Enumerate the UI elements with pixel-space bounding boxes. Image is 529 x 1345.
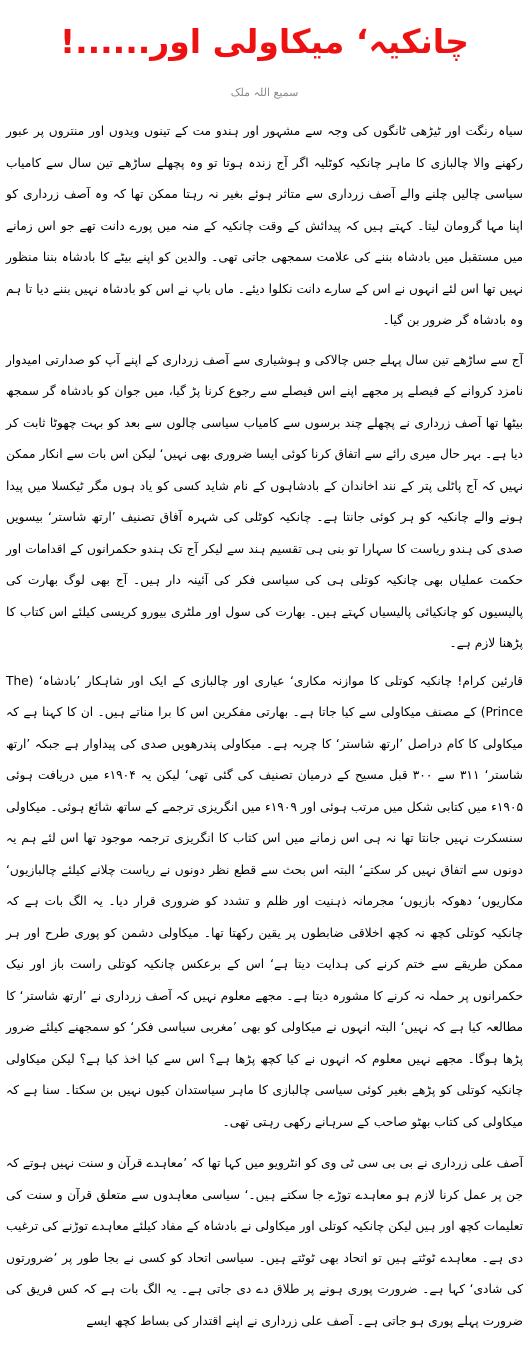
article-title: چانکیہ‘ میکاولی اور......! [60,22,469,61]
author-byline: سمیع اللہ ملک [230,86,299,99]
paragraph-1: سیاہ رنگت اور ٹیڑھی ٹانگوں کی وجہ سے مشہور اور ہندو مت کے تینوں ویدوں اور منتروں پر عبور رکھنے والا چالبازی کا ماہر چانکیہ کوٹلیہ اگر آج زندہ ہوتا تو وہ پچھلے ساڑھے تین سال سے کامیاب سیاسی چالیں چلنے والے آصف زرداری سے متاثر ہوئے بغیر نہ رہتا ممکن تھا کہ وہ آصف زرداری کو اپنا مہا گرومان لیتا۔ کہتے ہیں کہ پیدائش کے وقت چانکیہ کے منہ میں پورے دانت تھے جو اس زمانے میں مستقبل میں بادشاہ بننے کی علامت سمجھی جاتی تھی۔ والدین کو اپنے بیٹے کا بادشاہ بننا منظور نہیں تھا اس لئے انہوں نے اس کے سارے دانت نکلوا دیئے۔ ماں باپ نے اس کو بادشاہ نہیں بننے دیا تا ہم وہ بادشاہ گر ضرور بن گیا۔ [6,124,523,327]
paragraph-2: آج سے ساڑھے تین سال پہلے جس چالاکی و ہوشیاری سے آصف زرداری کے اپنے آپ کو صدارتی امیدوار نامزد کروانے کے فیصلے پر مجھے اپنے اس فیصلے سے رجوع کرنا پڑ گیا، میں جوان کو بادشاہ گر سمجھ بیٹھا تھا آصف زرداری نے پچھلے چند برسوں سے کامیاب سیاسی چالوں سے بعد کو بہت چھوٹا ثابت کر دیا ہے۔ بہر حال میری رائے سے اتفاق کرنا کوئی ایسا ضروری بھی نہیں‘ لیکن اس بات سے انکار ممکن نہیں کہ آج پاٹلی پتر کے نند اخاندان کے بادشاہوں کے نام شاید کسی کو یاد ہوں مگر ٹیکسلا میں پیدا ہونے والے چانکیہ کو ہر کوئی جانتا ہے۔ چانکیہ کوٹلی کی شہرہ آفاق تصنیف ’ارتھ شاستر‘ بیسویں صدی کی ہندو ریاست کا سہارا تو بنی ہی تقسیم ہند سے لیکر آج تک ہندو حکمرانوں کے اقدامات اور حکمت عملیاں بھی چانکیہ کوتلی ہی کی سیاسی فکر کی آئینہ دار ہیں۔ آج بھی لوگ بھارت کی پالیسیوں کو چانکیائی پالیسیاں کہتے ہیں۔ بھارت کی سول اور ملٹری بیورو کریسی کیلئے اس کتاب کا پڑھنا لازم ہے۔ [6,352,523,650]
article-body [6,116,523,1345]
paragraph-4: آصف علی زرداری نے بی بی سی ٹی وی کو انٹرویو میں کہا تھا کہ ’معاہدے قرآن و سنت نہیں ہوتے کہ جن پر عمل کرنا لازم ہو معاہدے توڑے جا سکتے ہیں۔‘ سیاسی معاہدوں سے متعلق قرآن و سنت کی تعلیمات کچھ اور ہیں لیکن چانکیہ کوتلی اور میکاولی نے بادشاہ کے مفاد کیلئے معاہدے توڑنے کی ترغیب دی ہے۔ معاہدے ٹوٹتے ہیں تو اتحاد بھی ٹوٹتے ہیں۔ سیاسی اتحاد کو کسی نے بجا طور پر ’ضرورتوں کی شادی‘ کہا ہے۔ ضرورت پوری ہونے پر طلاق دے دی جاتی ہے۔ یہ الگ بات ہے کہ کس فریق کی ضرورت پہلے پوری ہو جاتی ہے۔ آصف علی زرداری نے اپنے اقتدار کی بساط کچھ ایسے [6,1156,523,1328]
paragraph-3: قارئین کرام! چانکیہ کوتلی کا موازنہ مکاری‘ عیاری اور چالبازی کے ایک اور شاہکار ’بادشاہ‘ (The Prince) کے مصنف میکاولی سے کیا جاتا ہے۔ بھارتی مفکرین اس کا برا مناتے ہیں۔ ان کا کہنا ہے کہ میکاولی کا کام دراصل ’ارتھ شاستر‘ کا چربہ ہے۔ میکاولی پندرھویں صدی کی پیداوار ہے جبکہ ’ارتھ شاستر‘ ۳۱۱ سے ۳۰۰ قبل مسیح کے درمیان تصنیف کی گئی تھی‘ لیکن یہ ۱۹۰۴ء میں دریافت ہوئی ۱۹۰۵ء میں کتابی شکل میں مرتب ہوئی اور ۱۹۰۹ء میں انگریزی ترجمے کے ساتھ شائع ہوئی۔ میکاولی سنسکرت نہیں جانتا تھا نہ ہی اس زمانے میں اس کتاب کا انگریزی ترجمہ موجود تھا اس لئے ہم یہ دونوں سے اتفاق نہیں کر سکتے‘ البتہ اس بحث سے قطع نظر دونوں نے ریاست چلانے کیلئے چالبازیوں‘ مکاریوں‘ دھوکہ بازیوں‘ مجرمانہ ذہنیت اور ظلم و تشدد کو ضروری قرار دیا۔ یہ الگ بات ہے کہ چانکیہ کوتلی کچھ نہ کچھ اخلاقی ضابطوں پر یقین رکھتا تھا۔ میکاولی دشمن کو پوری طرح اور ہر ممکن طریقے سے ختم کرنے کی ہدایت دیتا ہے‘ اس کے برعکس چانکیہ کوتلی راست باز اور نیک حکمرانوں پر حملہ نہ کرنے کا مشورہ دیتا ہے۔ مجھے معلوم نہیں کہ آصف زرداری نے ’ارتھ شاستر‘ کا مطالعہ کیا ہے کہ نہیں‘ البتہ انہوں نے میکاولی کو بھی ’مغربی سیاسی فکر‘ کو سمجھنے کیلئے ضرور پڑھا ہوگا۔ مجھے نہیں معلوم کہ انہوں نے کیا کچھ پڑھا ہے؟ اس سے کیا اخذ کیا ہے؟ لیکن میکاولی چانکیہ کوتلی کو پڑھے بغیر کوئی سیاسی چالبازی کا ماہر سیاستدان کیوں نہیں بن سکتا۔ سنا ہے کہ میکاولی کی کتاب بھٹو صاحب کے سرہانے رکھی رہتی تھی۔ [6,673,523,1129]
